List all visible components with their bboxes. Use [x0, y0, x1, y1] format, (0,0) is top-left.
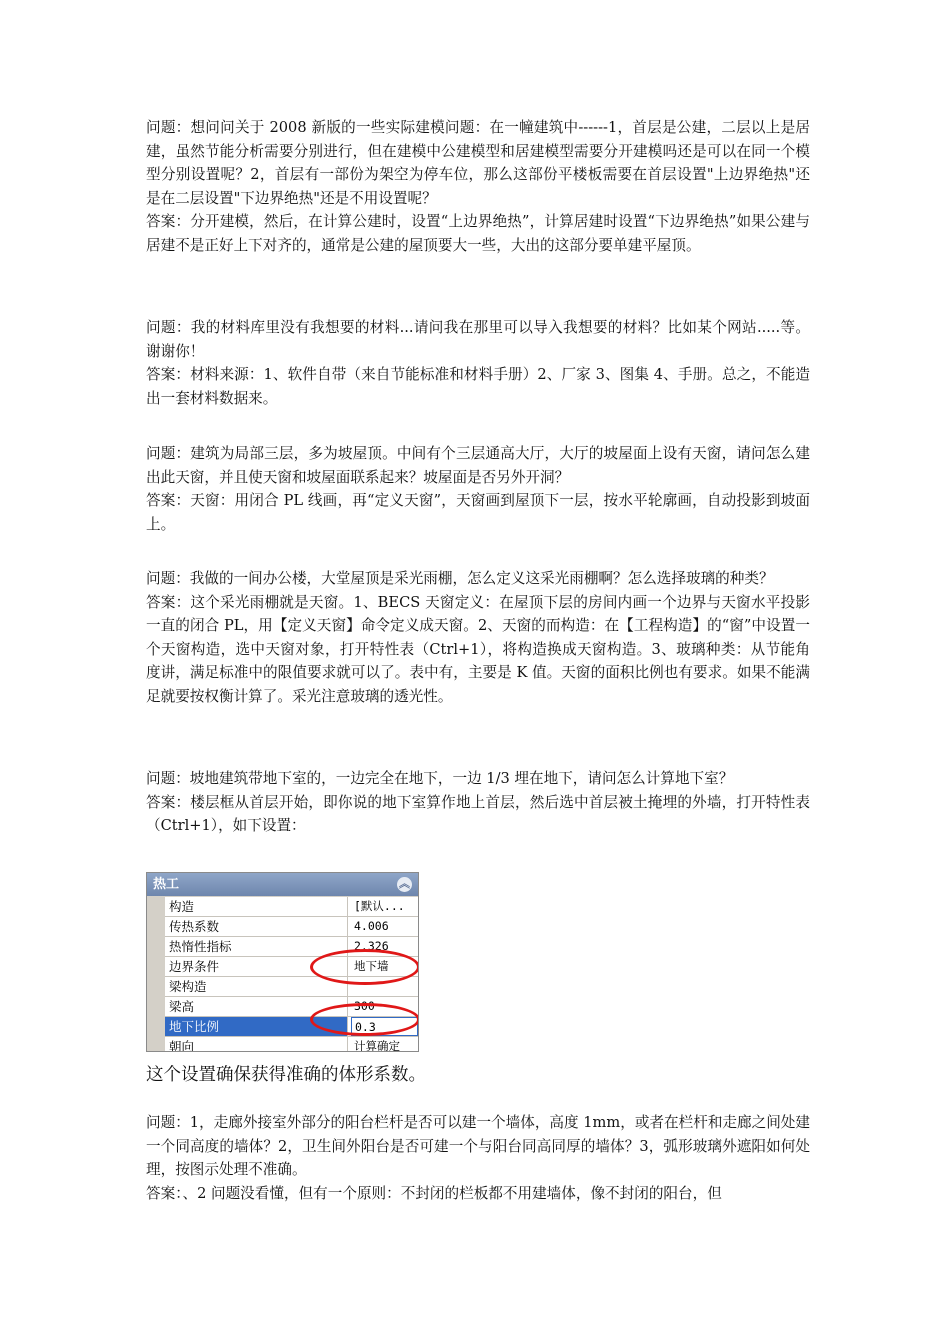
property-name: 边界条件	[165, 957, 348, 976]
property-name: 热惰性指标	[165, 937, 348, 956]
qa-block-4	[146, 567, 810, 709]
figure-caption: 这个设置确保获得准确的体形系数。	[146, 1065, 426, 1085]
property-name: 梁高	[165, 997, 348, 1016]
qa-block-1	[146, 116, 810, 258]
property-row-underground-ratio[interactable]	[165, 1017, 418, 1037]
answer-text: 答案：分开建模，然后，在计算公建时，设置“上边界绝热”，计算居建时设置“下边界绝热”如果公建与居建不是正好上下对齐的，通常是公建的屋顶要大一些，大出的这部分要单建平屋顶。	[146, 213, 810, 254]
answer-text: 答案：天窗：用闭合 PL 线画，再“定义天窗”，天窗画到屋顶下一层，按水平轮廓画，自动投影到坡面上。	[146, 492, 810, 533]
property-row-construction[interactable]	[165, 897, 418, 917]
qa-block-2	[146, 316, 810, 410]
property-rows	[165, 897, 418, 1052]
qa-block-6	[146, 1111, 810, 1205]
property-value[interactable]: 2.326	[354, 939, 389, 953]
property-row-boundary[interactable]	[165, 957, 418, 977]
property-value[interactable]	[351, 977, 418, 996]
answer-text: 答案：楼层框从首层开始，即你说的地下室算作地上首层，然后选中首层被土掩埋的外墙，打开特性表（Ctrl+1），如下设置：	[146, 793, 810, 835]
property-row-beam-construction[interactable]	[165, 977, 418, 997]
property-row-heat-transfer[interactable]	[165, 917, 418, 937]
property-value[interactable]: 300	[354, 999, 375, 1013]
property-row-beam-height[interactable]	[165, 997, 418, 1017]
property-value[interactable]: [默认...	[354, 899, 405, 913]
property-name: 地下比例	[165, 1017, 348, 1036]
property-value[interactable]: 4.006	[354, 919, 389, 933]
property-row-thermal-inertia[interactable]	[165, 937, 418, 957]
question-text: 问题：1，走廊外接室外部分的阳台栏杆是否可以建一个墙体，高度 1mm，或者在栏杆和走廊之间处建一个同高度的墙体？2，卫生间外阳台是否可建一个与阳台同高同厚的墙体？3，弧形玻璃外遮阳如何处理，按图示处理不准确。	[146, 1114, 810, 1179]
property-name: 传热系数	[165, 917, 348, 936]
property-name: 梁构造	[165, 977, 348, 996]
property-value[interactable]: 计算确定	[354, 1039, 400, 1052]
property-value[interactable]: 地下墙	[354, 959, 389, 973]
panel-header[interactable]	[147, 873, 419, 896]
qa-block-5	[146, 767, 810, 838]
question-text: 问题：坡地建筑带地下室的，一边完全在地下，一边 1/3 埋在地下，请问怎么计算地下室？	[146, 770, 734, 787]
property-name: 朝向	[165, 1037, 348, 1052]
question-text: 问题：想问问关于 2008 新版的一些实际建模问题：在一幢建筑中------1，首层是公建，二层以上是居建，虽然节能分析需要分别进行，但在建模中公建模型和居建模型需要分开建模吗还是可以在同一个模型分别设置呢？2，首层有一部份为架空为停车位，那么这部份平楼板需要在首层设置"上边界绝热"还是在二层设置"下边界绝热"还是不用设置呢？	[146, 119, 810, 207]
thermal-properties-panel	[146, 872, 419, 1052]
collapse-icon[interactable]: ︽	[399, 877, 410, 890]
panel-title: 热工	[153, 877, 180, 892]
question-text: 问题：建筑为局部三层，多为坡屋顶。中间有个三层通高大厅，大厅的坡屋面上设有天窗，请问怎么建出此天窗，并且使天窗和坡屋面联系起来？坡屋面是否另外开洞？	[146, 445, 810, 486]
question-text: 问题：我的材料库里没有我想要的材料...请问我在那里可以导入我想要的材料？比如某个网站.....等。谢谢你！	[146, 319, 810, 360]
answer-text: 答案：、2 问题没看懂，但有一个原则：不封闭的栏板都不用建墙体，像不封闭的阳台，但	[146, 1184, 722, 1202]
qa-block-3	[146, 442, 810, 536]
property-value-input[interactable]: 0.3	[351, 1017, 418, 1036]
question-text: 问题：我做的一间办公楼，大堂屋顶是采光雨棚，怎么定义这采光雨棚啊？怎么选择玻璃的种类？	[146, 570, 774, 587]
answer-text: 答案：材料来源：1、软件自带（来自节能标准和材料手册）2、厂家 3、图集 4、手册。总之，不能造出一套材料数据来。	[146, 366, 810, 407]
answer-text: 答案：这个采光雨棚就是天窗。1、BECS 天窗定义：在屋顶下层的房间内画一个边界与天窗水平投影一直的闭合 PL，用【定义天窗】命令定义成天窗。2、天窗的而构造：在【工程构造】的“窗”中设置一个天窗构造，选中天窗对象，打开特性表（Ctrl+1），将构造换成天窗构造。3、玻璃种类：从节能角度讲，满足标准中的限值要求就可以了。表中有，主要是 K 值。天窗的面积比例也有要求。如果不能满足就要按权衡计算了。采光注意玻璃的透光性。	[146, 593, 810, 705]
property-name: 构造	[165, 897, 348, 916]
property-row-orientation[interactable]	[165, 1037, 418, 1052]
